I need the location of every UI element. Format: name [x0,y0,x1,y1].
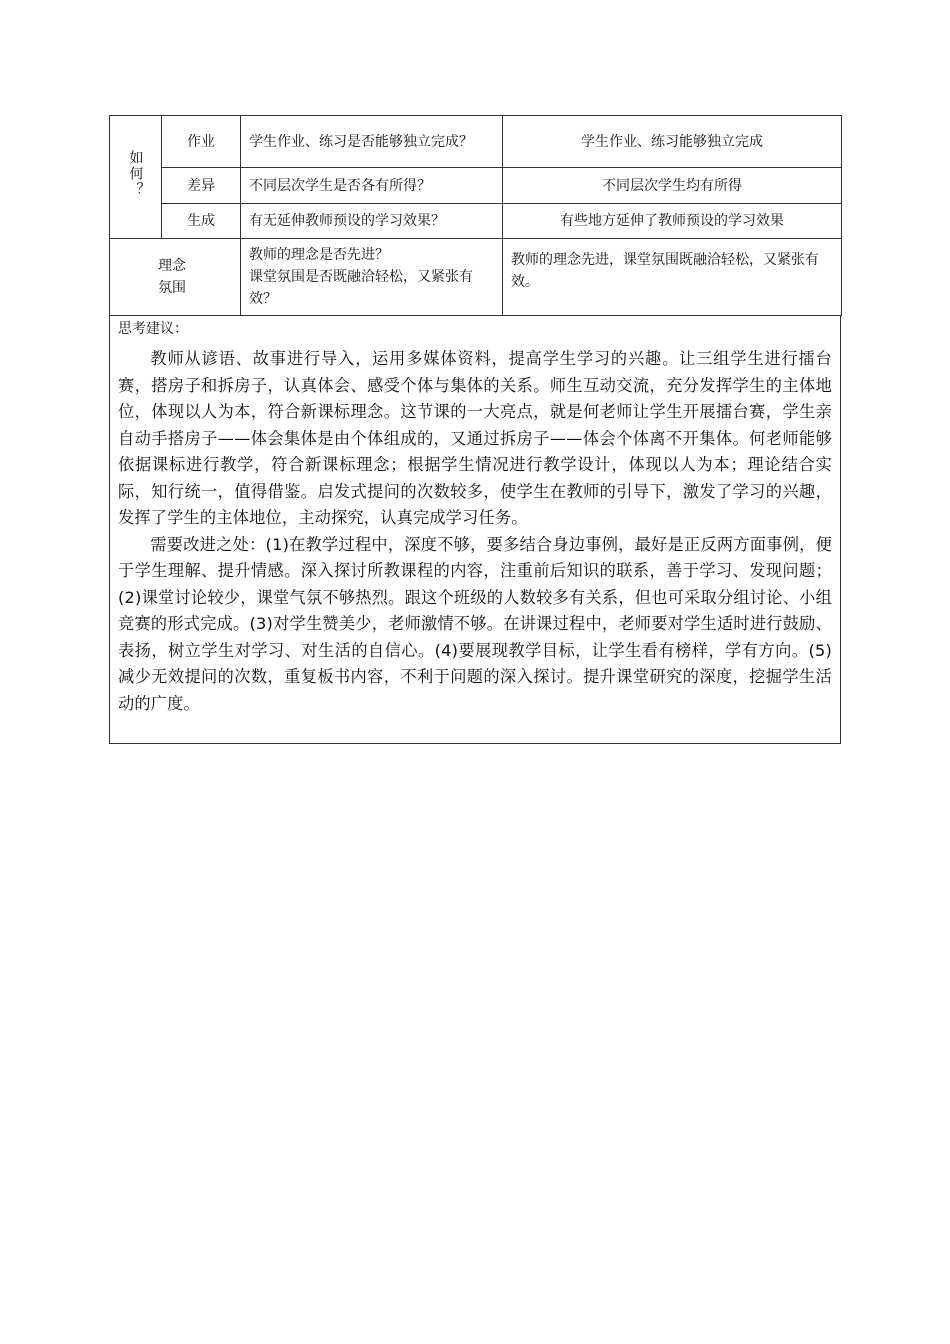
atmosphere-label-line2: 氛围 [158,280,186,296]
question-cell: 学生作业、练习是否能够独立完成？ [241,116,503,168]
suggestions-paragraph-2: 需要改进之处：(1)在教学过程中，深度不够，要多结合身边事例，最好是正反两方面事例，便于学生理解、提升情感。深入探讨所教课程的内容，注重前后知识的联系，善于学习、发现问题；(2)课堂讨论较少，课堂气氛不够热烈。跟这个班级的人数较多有关系，但也可采取分组讨论、小组竞赛的形式完成。(3)对学生赞美少，老师激情不够。在讲课过程中，老师要对学生适时进行鼓励、表扬，树立学生对学习、对生活的自信心。(4)要展现教学目标，让学生看有榜样，学有方向。(5)减少无效提问的次数，重复板书内容，不利于问题的深入探讨。提升课堂研究的深度，挖掘学生活动的广度。 [118,534,832,713]
question-cell: 有无延伸教师预设的学习效果？ [241,204,503,239]
suggestions-paragraph-1: 教师从谚语、故事进行导入，运用多媒体资料，提高学生学习的兴趣。让三组学生进行擂台赛，搭房子和拆房子，认真体会、感受个体与集体的关系。师生互动交流，充分发挥学生的主体地位，体现以人为本，符合新课标理念。这节课的一大亮点，就是何老师让学生开展擂台赛，学生亲自动手搭房子——体会集体是由个体组成的，又通过拆房子——体会个体离不开集体。何老师能够依据课标进行教学，符合新课标理念；根据学生情况进行教学设计，体现以人为本；理论结合实际，知行统一，值得借鉴。启发式提问的次数较多，使学生在教师的引导下，激发了学习的兴趣，发挥了学生的主体地位，主动探究，认真完成学习任务。 [118,349,832,527]
atmosphere-label-cell [110,239,241,316]
category-cell [110,116,162,239]
table-row [110,239,842,316]
item-cell: 作业 [162,116,241,168]
item-cell: 差异 [162,168,241,204]
atmosphere-question-cell [241,239,503,316]
evaluation-cell: 有些地方延伸了教师预设的学习效果 [503,204,842,239]
atmosphere-question-line1: 教师的理念是否先进？ [249,247,389,263]
atmosphere-question-line2: 课堂氛围是否既融洽轻松，又紧张有效？ [249,269,473,307]
atmosphere-evaluation-cell: 教师的理念先进，课堂氛围既融洽轻松，又紧张有效。 [503,239,842,316]
atmosphere-label-line1: 理念 [158,258,186,274]
table-row [110,204,842,239]
evaluation-cell: 不同层次学生均有所得 [503,168,842,204]
item-cell: 生成 [162,204,241,239]
question-cell: 不同层次学生是否各有所得？ [241,168,503,204]
category-label: 如何？ [127,149,144,198]
table-row [110,168,842,204]
evaluation-table [109,115,842,316]
evaluation-cell: 学生作业、练习能够独立完成 [503,116,842,168]
table-row [110,116,842,168]
evaluation-sheet [109,115,841,744]
suggestions-title: 思考建议： [118,321,188,337]
suggestions-section [109,316,841,744]
